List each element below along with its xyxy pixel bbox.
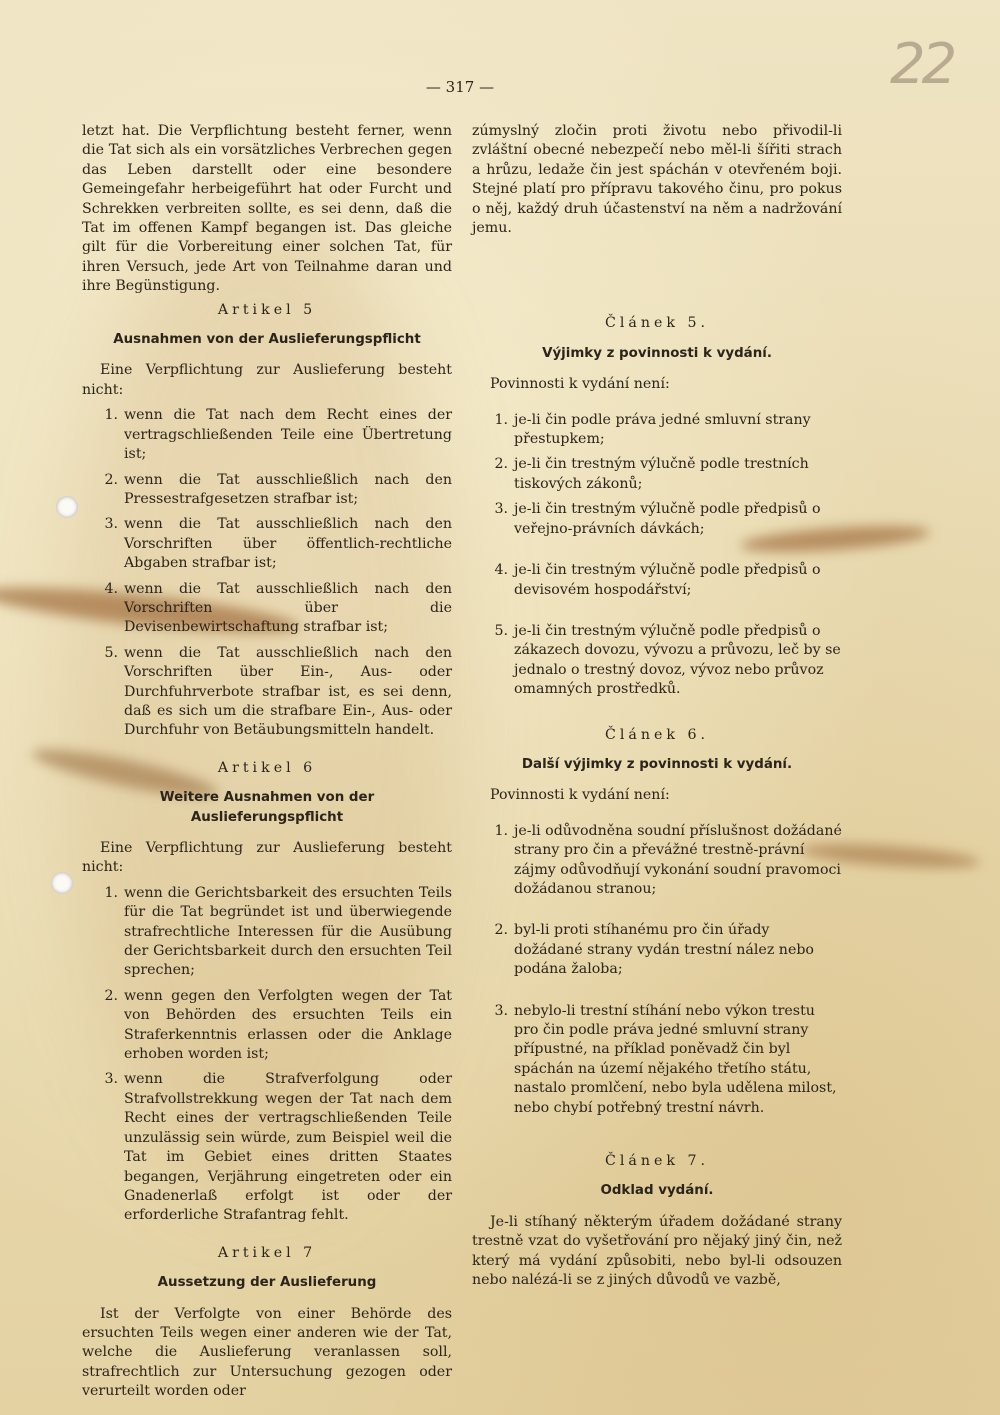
list-item: 2. wenn gegen den Verfolgten wegen der Tat von Behörden des ersuchten Teils ein Straferkenntnis erlassen oder die Anklage erhoben worden ist; bbox=[104, 987, 452, 1063]
list-item: 4. je-li čin trestným výlučně podle předpisů o devisovém hospodářství; bbox=[494, 562, 821, 598]
list-item: 1. wenn die Tat nach dem Recht eines der vertragschließenden Teile eine Übertretung ist; bbox=[104, 407, 452, 463]
article-6-title: Další výjimky z povinnosti k vydání. bbox=[521, 756, 793, 772]
article-5-intro: Eine Verpflichtung zur Auslieferung besteht nicht: bbox=[82, 362, 452, 398]
continuation-paragraph: zúmyslný zločin proti životu nebo přivodil-li zvláštní obecné nebezpečí nebo měl-li šířiti strach a hrůzu, ledaže čin jest spáchán v otevřeném boji. Stejné platí pro přípravu takového činu, pro pokus o něj, každý druh účastenství na něm a nadržování jemu. bbox=[472, 123, 842, 237]
article-7-text: Je-li stíhaný některým úřadem dožádané strany trestně vzat do vyšetřování pro nějaký jiný čin, než který má vydání způsobiti, nebo byl-li odsouzen nebo nalézá-li se z jiných důvodů ve vazbě, bbox=[472, 1213, 842, 1289]
article-5-label: Artikel 5 bbox=[217, 301, 317, 318]
article-6-label: Artikel 6 bbox=[217, 759, 317, 776]
article-5-title: Výjimky z povinnosti k vydání. bbox=[542, 345, 772, 361]
article-6-intro: Eine Verpflichtung zur Auslieferung besteht nicht: bbox=[82, 840, 452, 876]
article-6-intro: Povinnosti k vydání není: bbox=[490, 787, 670, 804]
article-6-list bbox=[472, 822, 842, 1118]
list-item: 3. wenn die Strafverfolgung oder Strafvollstrekkung wegen der Tat nach dem Recht eines der vertragschließenden Teile unzulässig sein würde, zum Beispiel weil die Tat im Gebiet eines dritten Staates begangen, Verjährung eingetreten oder ein Gnadenerlaß erfolgt ist oder der erforderliche Strafantrag fehlt. bbox=[104, 1071, 452, 1224]
article-5-title: Ausnahmen von der Auslieferungspflicht bbox=[113, 332, 421, 348]
page-number: — 317 — bbox=[425, 78, 495, 96]
list-item: 2. byl-li proti stíhanému pro čin úřady dožádané strany vydán trestní nález nebo podána žaloba; bbox=[494, 922, 814, 978]
article-5-list bbox=[82, 406, 452, 741]
list-item: 1. je-li odůvodněna soudní příslušnost dožádané strany pro čin a převážné trestně-právní zájmy odůvodňují vykonání soudní pravomoci dožádanou stranou; bbox=[494, 822, 842, 897]
punch-hole bbox=[56, 496, 78, 518]
list-item: 1. wenn die Gerichtsbarkeit des ersuchten Teils für die Tat begründet ist und überwiegende strafrechtliche Interessen für die Ausübung der Gerichtsbarkeit durch den ersuchten Teil sprechen; bbox=[104, 884, 452, 979]
handwritten-page-mark: 22 bbox=[890, 32, 954, 97]
list-item: 2. wenn die Tat ausschließlich nach den Pressestrafgesetzen strafbar ist; bbox=[104, 471, 452, 507]
article-6-list bbox=[82, 884, 452, 1226]
article-6-label: Článek 6. bbox=[604, 726, 710, 743]
article-7-title: Aussetzung der Auslieferung bbox=[157, 1275, 377, 1291]
article-7-text: Ist der Verfolgte von einer Behörde des ersuchten Teils wegen einer anderen wie der Tat, welche die Auslieferung veranlassen soll, strafrechtlich zur Untersuchung gezogen oder verurteilt worden oder bbox=[82, 1305, 452, 1400]
list-item: 5. wenn die Tat ausschließlich nach den Vorschriften über Ein-, Aus- oder Durchfuhrverbote strafbar ist, es sei denn, daß es sich um die strafbare Ein-, Aus- oder Durchfuhr von Betäubungsmitteln handelt. bbox=[104, 644, 452, 739]
czech-column bbox=[472, 122, 842, 1290]
article-5-label: Článek 5. bbox=[604, 315, 710, 332]
list-item: 5. je-li čin trestným výlučně podle předpisů o zákazech dovozu, vývozu a průvozu, leč by se jednalo o trestný dovoz, vývoz nebo průvoz omamných prostředků. bbox=[494, 622, 841, 698]
article-5-intro: Povinnosti k vydání není: bbox=[490, 376, 670, 393]
punch-hole bbox=[51, 872, 73, 894]
list-item: 3. wenn die Tat ausschließlich nach den Vorschriften über öffentlich-rechtliche Abgaben strafbar ist; bbox=[104, 516, 452, 572]
article-6-title: Weitere Ausnahmen von der Auslieferungspflicht bbox=[159, 790, 375, 825]
list-item: 1. je-li čin podle práva jedné smluvní strany přestupkem; bbox=[494, 411, 811, 448]
article-7-label: Článek 7. bbox=[604, 1153, 710, 1170]
article-5-list bbox=[472, 411, 842, 700]
list-item: 3. nebylo-li trestní stíhání nebo výkon trestu pro čin podle práva jedné smluvní strany přípustné, na příklad poněvadž čin byl spáchán na území nějakého třetího státu, nastalo promlčení, nebo byla udělena milost, nebo chybí potřebný trestní návrh. bbox=[494, 1002, 837, 1116]
article-7-title: Odklad vydání. bbox=[600, 1183, 714, 1199]
article-7-label: Artikel 7 bbox=[217, 1244, 317, 1261]
list-item: 2. je-li čin trestným výlučně podle trestních tiskových zákonů; bbox=[494, 456, 809, 492]
list-item: 4. wenn die Tat ausschließlich nach den Vorschriften über die Devisenbewirtschaftung strafbar ist; bbox=[104, 580, 452, 636]
continuation-paragraph: letzt hat. Die Verpflichtung besteht ferner, wenn die Tat sich als ein vorsätzliches Verbrechen gegen das Leben darstellt oder eine besondere Gemeingefahr herbeigeführt hat oder Furcht und Schrekken verbreiten sollte, es sei denn, daß die Tat im offenen Kampf begangen ist. Das gleiche gilt für die Vorbereitung einer solchen Tat, für ihren Versuch, jede Art von Teilnahme daran und ihre Begünstigung. bbox=[82, 123, 452, 295]
german-column bbox=[82, 122, 452, 1402]
list-item: 3. je-li čin trestným výlučně podle předpisů o veřejno-právních dávkách; bbox=[494, 501, 821, 537]
